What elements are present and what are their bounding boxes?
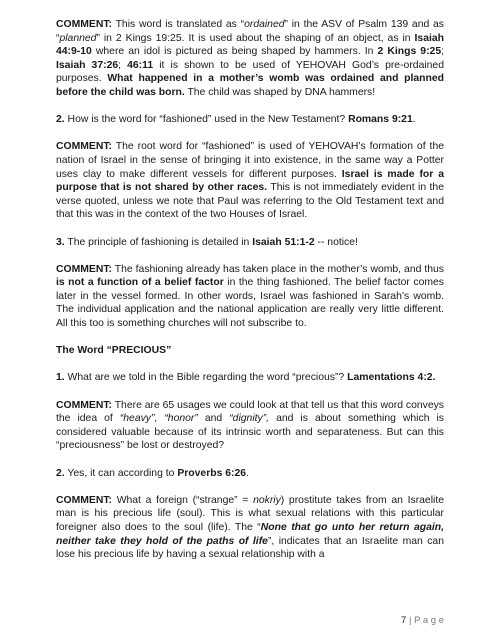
document-body	[56, 18, 444, 575]
text-run: Isaiah 44:9-10	[56, 32, 444, 58]
paragraph	[56, 236, 444, 250]
text-run: This word is translated as “	[112, 19, 245, 30]
text-run: COMMENT:	[56, 263, 112, 275]
page-label: P a g e	[414, 615, 444, 626]
paragraph	[56, 140, 444, 222]
section-heading	[56, 344, 444, 358]
text-run: 2.	[56, 114, 65, 126]
paragraph	[56, 399, 444, 453]
text-run: Israel is made for a purpose that is not shared by other races.	[56, 168, 444, 194]
text-run: 2 Kings 9:25	[377, 46, 442, 58]
text-run: There are 65 usages we could look at that tell us that this word conveys the idea of	[56, 399, 444, 425]
paragraph	[56, 494, 444, 562]
text-run: where an idol is pictured as being shaped by hammers. In	[91, 46, 378, 58]
text-run: is not a function of a belief factor	[56, 277, 224, 289]
text-run: ordained	[244, 19, 285, 30]
text-run: Romans 9:21	[348, 114, 413, 126]
text-run: COMMENT:	[56, 494, 112, 506]
text-run: ” in 2 Kings 19:25. It is used about the shaping of an object, as in	[96, 32, 415, 44]
text-run: Yes, it can according to	[64, 467, 178, 479]
text-run: What happened in a mother’s womb was ordained and planned before the child was born.	[56, 73, 444, 98]
text-run: and	[197, 413, 230, 425]
text-run: What are we told in the Bible regarding the word “precious”?	[64, 372, 348, 384]
paragraph	[56, 467, 444, 481]
text-run: What a foreign (“strange” =	[112, 494, 254, 506]
text-run: Isaiah 37:26	[56, 59, 119, 71]
text-run: ” in the ASV of Psalm 139 and as “	[56, 19, 444, 44]
text-run: ”, indicates that an Israelite man can lose his precious life by having a sexual relationship with a	[56, 535, 444, 561]
page-separator: |	[406, 615, 415, 626]
text-run: Lamentations 4:2.	[347, 372, 436, 384]
text-run: The child was shaped by DNA hammers!	[184, 86, 376, 98]
page-number: 7	[401, 615, 407, 626]
text-run: 3.	[56, 236, 65, 248]
text-run: The fashioning already has taken place in the mother’s womb, and thus	[112, 263, 444, 275]
text-run: The Word “PRECIOUS”	[56, 345, 172, 357]
text-run: nokriy	[253, 494, 281, 506]
text-run: The principle of fashioning is detailed in	[64, 236, 253, 248]
paragraph	[56, 113, 444, 127]
text-run: ;	[118, 59, 128, 71]
text-run: Isaiah 51:1-2	[252, 236, 315, 248]
paragraph	[56, 371, 444, 385]
text-run: How is the word for “fashioned” used in the New Testament?	[64, 114, 349, 126]
text-run: 46:11	[127, 59, 154, 71]
text-run: 2.	[56, 467, 65, 479]
text-run: 1.	[56, 372, 65, 384]
text-run: ;	[441, 46, 444, 58]
text-run: COMMENT:	[56, 19, 112, 30]
text-run: This is not immediately evident in the verse quoted, unless we note that Paul was referring to the Old Testament text and that this was in the context of the two Houses of Israel.	[56, 182, 444, 221]
page-footer	[401, 615, 444, 626]
text-run: and is about something which is considered valuable because of its intrinsic worth and separateness. But can this “preciousness” be lost or destroyed?	[56, 413, 444, 452]
text-run: planned	[59, 32, 97, 44]
text-run: The root word for “fashioned” is used of YEHOVAH’s formation of the nation of Israel in the sense of bringing it into existence, in the same way a Potter uses clay to make different vessels for different purposes.	[56, 141, 444, 180]
text-run: in the thing fashioned. The belief factor comes later in the vessel formed. In other words, Israel was fashioned in Sarah’s womb. The individual application and the national application are really very little different. All this too is something churches will not subscribe to.	[56, 277, 444, 330]
text-run: COMMENT:	[56, 141, 112, 153]
text-run: “heavy”, “honor”	[119, 413, 198, 425]
text-run: -- notice!	[314, 236, 358, 248]
text-run: ) prostitute takes from an Israelite man is his precious life (soul). This is what sexual relations with this particular foreigner also does to the soul (life). The “	[56, 494, 444, 533]
text-run: COMMENT:	[56, 399, 112, 411]
paragraph	[56, 18, 444, 100]
text-run: “dignity”,	[229, 413, 270, 425]
text-run: it is shown to be used of YEHOVAH God’s pre-ordained purposes.	[56, 59, 444, 85]
paragraph	[56, 263, 444, 331]
text-run: Proverbs 6:26	[177, 467, 247, 479]
text-run: None that go unto her return again, neither take they hold of the paths of life	[56, 521, 444, 547]
text-run: .	[412, 114, 416, 126]
text-run: .	[246, 467, 249, 479]
